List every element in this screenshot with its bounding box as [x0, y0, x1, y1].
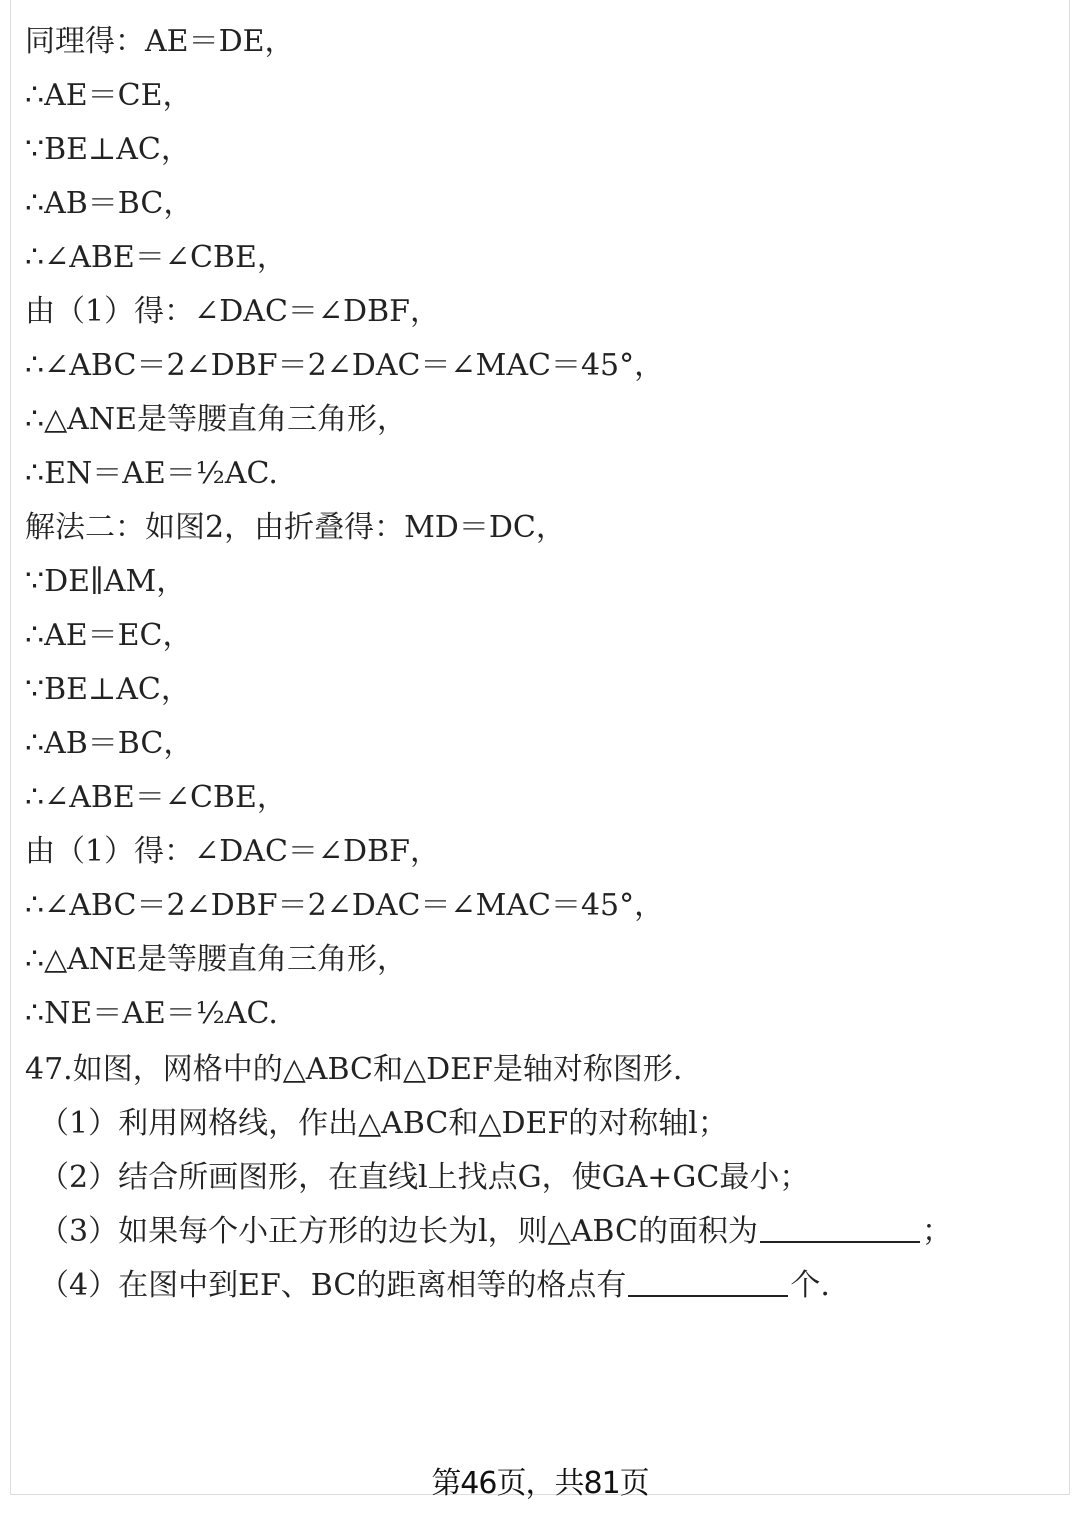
solution-line: ∴AB＝BC，: [25, 186, 194, 221]
question-part-3: [25, 1210, 1065, 1264]
solution-line: ∵DE∥AM，: [25, 564, 187, 599]
solution-line: ∴AE＝CE，: [25, 78, 193, 113]
question-part-3-text: （3）如果每个小正方形的边长为l，则△ABC的面积为: [39, 1214, 758, 1249]
solution-line: ∵BE⊥AC，: [25, 132, 191, 167]
solution-line: ∴∠ABC＝2∠DBF＝2∠DAC＝∠MAC＝45°，: [25, 888, 665, 923]
solution-line: ∴EN＝AE＝½AC.: [25, 456, 278, 491]
solution-line: 由（1）得：∠DAC＝∠DBF，: [25, 834, 440, 869]
solution-line: 由（1）得：∠DAC＝∠DBF，: [25, 294, 440, 329]
solution-line: ∴∠ABE＝∠CBE，: [25, 780, 287, 815]
solution-line: 解法二：如图2，由折叠得：MD＝DC，: [25, 510, 566, 545]
question-part-2: （2）结合所画图形，在直线l上找点G，使GA+GC最小；: [39, 1160, 810, 1195]
solution-line: ∴∠ABC＝2∠DBF＝2∠DAC＝∠MAC＝45°，: [25, 348, 665, 383]
solution-line: ∴△ANE是等腰直角三角形，: [25, 942, 407, 977]
solution-line: ∴△ANE是等腰直角三角形，: [25, 402, 407, 437]
question-part-4-text: （4）在图中到EF、BC的距离相等的格点有: [39, 1268, 627, 1303]
question-part-3-end: ；: [921, 1214, 952, 1249]
solution-line: ∵BE⊥AC，: [25, 672, 191, 707]
question-part-4-end: 个.: [790, 1268, 830, 1303]
answer-blank[interactable]: [628, 1265, 788, 1297]
solution-lines: [25, 20, 1065, 1318]
solution-line: ∴∠ABE＝∠CBE，: [25, 240, 287, 275]
solution-line: ∴NE＝AE＝½AC.: [25, 996, 278, 1031]
page-number-footer: 第46页，共81页: [431, 1466, 649, 1501]
document-page: [10, 0, 1070, 1495]
solution-line: ∴AE＝EC，: [25, 618, 193, 653]
question-part-1: （1）利用网格线，作出△ABC和△DEF的对称轴l；: [39, 1106, 728, 1141]
answer-blank[interactable]: [760, 1211, 920, 1243]
solution-line: ∴AB＝BC，: [25, 726, 194, 761]
solution-line: 同理得：AE＝DE，: [25, 24, 295, 59]
question-stem: 47.如图，网格中的△ABC和△DEF是轴对称图形.: [25, 1052, 683, 1087]
question-part-4: [25, 1264, 1065, 1318]
